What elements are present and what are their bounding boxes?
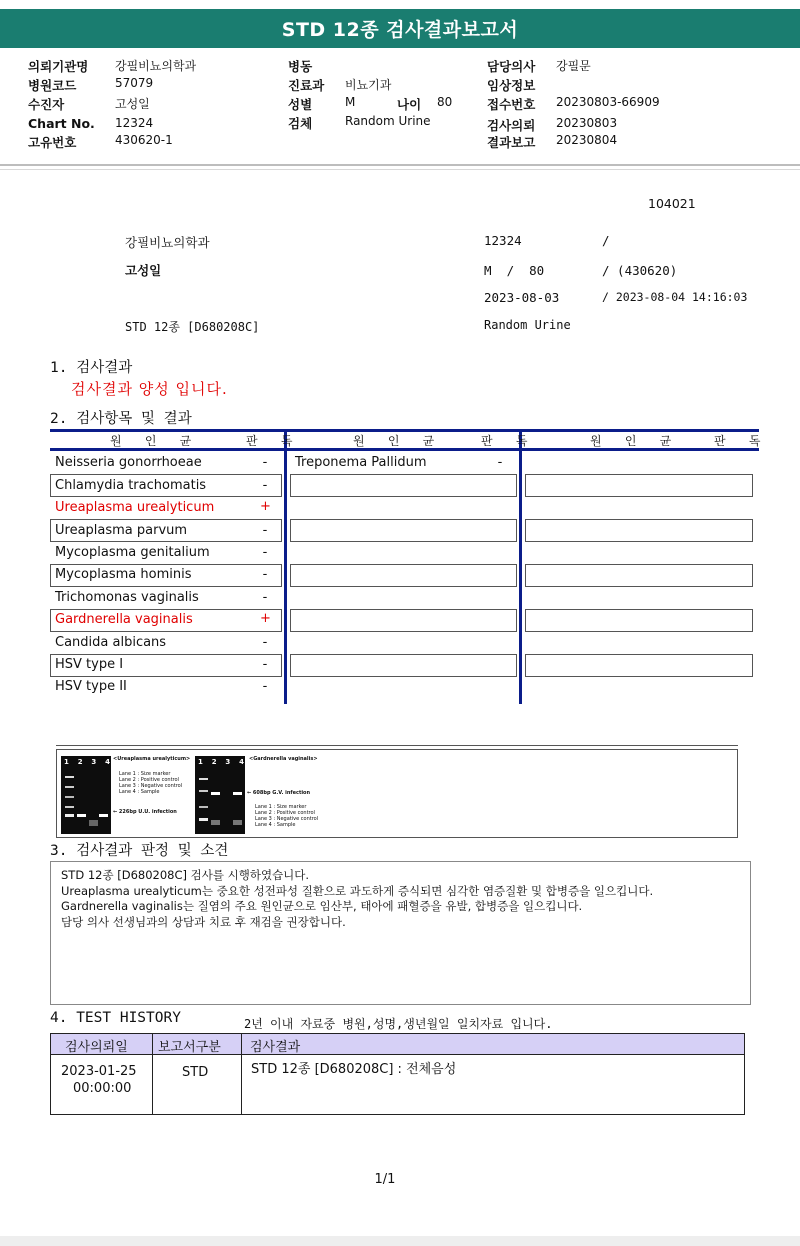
row-box [525,609,753,632]
patient-value: 고성일 [115,97,150,111]
report-title: STD 12종 검사결과보고서 [0,9,800,48]
dept-value: 비뇨기과 [345,78,392,92]
header-clinic: 강필비뇨의학과 [125,235,210,250]
lane-number: 4 [239,758,244,766]
clinical-label: 임상정보 [487,78,536,93]
report-number: 104021 [648,196,696,211]
header-date: 2023-08-03 [484,290,560,305]
inst-value: 강필비뇨의학과 [115,59,197,73]
hosp-code-label: 병원코드 [28,78,77,93]
legend-line: Lane 1 : Size marker [119,771,171,777]
table-col-divider [519,432,522,704]
ward-label: 병동 [288,59,313,74]
legend-line: Lane 2 : Positive control [119,777,179,783]
row-box [290,474,517,497]
row-box [290,654,517,677]
history-result: STD 12종 [D680208C] : 전체음성 [251,1062,457,1077]
patient-label: 수진자 [28,97,65,112]
legend-line: Lane 4 : Sample [255,822,296,828]
organism-result: - [262,523,268,538]
comment-line: 담당 의사 선생님과의 상담과 치료 후 재검을 권장합니다. [61,914,346,929]
col-header-judge: 판 독 [481,434,536,448]
table-header-rule [50,448,759,451]
col-header-organism: 원 인 균 [590,434,680,448]
section1-title: 1. 검사결과 [50,360,133,376]
col-header-organism: 원 인 균 [110,434,200,448]
hosp-code-value: 57079 [115,76,154,90]
organism-name: Trichomonas vaginalis [55,590,199,605]
organism-result: - [262,635,268,650]
row-box [290,519,517,542]
report-label: 결과보고 [487,135,536,150]
organism-name: Candida albicans [55,635,167,650]
divider [0,164,800,166]
history-type: STD [182,1065,209,1080]
history-header: 보고서구분 [158,1040,221,1055]
receipt-value: 20230803-66909 [556,95,660,109]
doctor-label: 담당의사 [487,59,536,74]
comment-line: STD 12종 [D680208C] 검사를 시행하였습니다. [61,868,310,882]
lane-number: 2 [77,758,83,766]
gel-image [56,749,738,838]
gel-lane-image [195,756,245,834]
organism-name: Neisseria gonorrhoeae [55,455,202,470]
lane-number: 3 [225,758,231,766]
organism-result: - [262,478,268,493]
history-col-divider [152,1034,153,1114]
page-number: 1/1 [374,1172,396,1187]
unique-label: 고유번호 [28,135,77,150]
specimen-label: 검체 [288,116,313,131]
legend-line: Lane 3 : Negative control [119,783,183,789]
positive-result: 검사결과 양성 입니다. [71,380,228,398]
receipt-label: 접수번호 [487,97,536,112]
request-value: 20230803 [556,116,618,130]
chart-value: 12324 [115,116,154,130]
lane-number: 3 [91,758,97,766]
header-test: STD 12종 [D680208C] [125,320,260,334]
sex-value: M [345,95,356,109]
col-header-organism: 원 인 균 [353,434,443,448]
col-header-judge: 판 독 [714,434,769,448]
history-header: 검사결과 [250,1040,301,1055]
organism-result: + [260,499,271,514]
gel-left-legend [119,771,182,795]
row-box [290,564,517,587]
header-slash: / [602,233,610,248]
section2-title: 2. 검사항목 및 결과 [50,411,192,427]
header-chart: 12324 [484,233,522,248]
organism-result: - [262,567,268,582]
age-value: 80 [437,95,453,109]
organism-result: - [262,657,268,672]
sex-label: 성별 [288,97,313,112]
organism-name: Chlamydia trachomatis [55,478,207,493]
dept-label: 진료과 [288,78,325,93]
comment-line: Ureaplasma urealyticum는 중요한 성전파성 질환으로 과도하게 증식되면 심각한 염증질환 및 합병증을 일으킵니다. [61,883,654,898]
specimen-value: Random Urine [345,114,431,128]
organism-name: HSV type II [55,679,127,694]
section4-title: 4. TEST HISTORY [50,1010,181,1026]
legend-line: Lane 3 : Negative control [255,816,319,822]
col-header-judge: 판 독 [246,434,301,448]
organism-name: Ureaplasma parvum [55,523,188,538]
gel-left-arrow: ← 226bp U.U. infection [113,809,177,815]
organism-result: - [262,590,268,605]
organism-name: Treponema Pallidum [295,455,427,470]
unique-value: 430620-1 [115,133,173,147]
header-sex-age: M / 80 [484,263,545,278]
history-header-row [51,1034,744,1055]
organism-name: Ureaplasma urealyticum [55,500,215,515]
row-box [525,654,753,677]
history-note: 2년 이내 자료중 병원,성명,생년월일 일치자료 입니다. [244,1017,553,1031]
comment-line: Gardnerella vaginalis는 질염의 주요 원인균으로 임산부, 태아에 패혈증을 유발, 합병증을 일으킵니다. [61,899,583,913]
request-label: 검사의뢰 [487,118,536,133]
row-box [525,474,753,497]
organism-result: + [260,611,271,626]
section3-title: 3. 검사결과 판정 및 소견 [50,843,229,859]
history-time: 00:00:00 [73,1081,132,1096]
lane-number: 2 [211,758,217,766]
table-col-divider [284,432,287,704]
lane-number: 4 [105,758,110,766]
header-unique: / (430620) [602,263,678,278]
gel-left-title: <Ureaplasma urealyticum> [113,756,191,762]
organism-result: - [262,679,268,694]
organism-name: Mycoplasma genitalium [55,545,210,560]
organism-result: - [262,545,268,560]
lane-number: 1 [64,758,69,766]
comment-box [50,861,751,1005]
organism-name: Gardnerella vaginalis [55,612,193,627]
history-header: 검사의뢰일 [65,1040,128,1055]
row-box [525,519,753,542]
row-box [525,564,753,587]
age-label: 나이 [397,97,422,112]
legend-line: Lane 2 : Positive control [255,810,315,816]
gel-right-arrow: ← 608bp G.V. infection [247,790,311,796]
organism-result: - [262,455,268,470]
row-box [290,609,517,632]
history-table [50,1033,745,1115]
history-col-divider [241,1034,242,1114]
organism-name: Mycoplasma hominis [55,567,192,582]
header-patient: 고성일 [125,263,162,278]
legend-line: Lane 4 : Sample [119,789,160,795]
gel-right-title: <Gardnerella vaginalis> [249,756,318,762]
organism-name: HSV type I [55,657,124,672]
organism-result: - [497,455,503,470]
chart-label: Chart No. [28,116,95,131]
gel-lane-image [61,756,111,834]
history-date: 2023-01-25 [61,1064,137,1079]
gel-top-rule [56,745,738,746]
report-value: 20230804 [556,133,618,147]
patient-info [0,54,800,164]
header-datetime: / 2023-08-04 14:16:03 [602,290,748,304]
gel-right-legend [255,804,318,828]
doctor-value: 강필문 [556,59,591,73]
legend-line: Lane 1 : Size marker [255,804,307,810]
divider [0,169,800,170]
header-specimen: Random Urine [484,318,571,332]
page-footer-band [0,1236,800,1246]
inst-label: 의뢰기관명 [28,59,89,74]
lane-number: 1 [198,758,203,766]
